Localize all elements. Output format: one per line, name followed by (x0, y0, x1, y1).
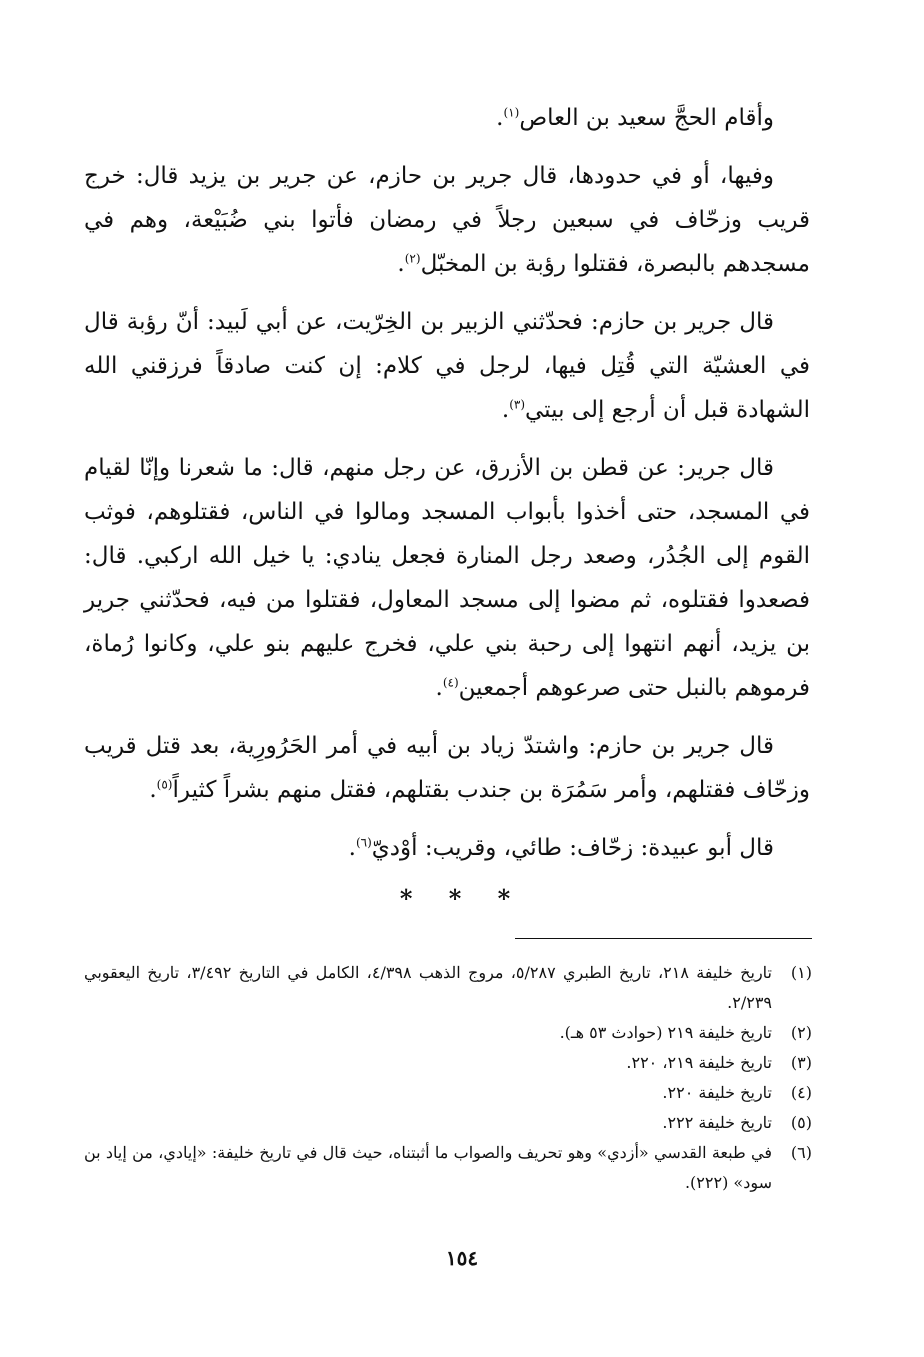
footnote-5 (84, 1108, 812, 1138)
paragraph-text: وفيها، أو في حدودها، قال جرير بن حازم، عن جرير بن يزيد قال: خرج قريب وزحّاف في سبعين رجلاً في رمضان فأتوا بني ضُبَيْعة، وهم في مسجدهم بالبصرة، فقتلوا رؤبة بن المخبّل (84, 163, 810, 277)
paragraph-end: . (149, 777, 157, 803)
paragraph-end: . (501, 397, 510, 423)
paragraph-5 (84, 724, 810, 812)
footnote-text: تاريخ خليفة ٢١٩، ٢٢٠. (626, 1053, 772, 1072)
footnote-number: (٥) (790, 1113, 812, 1132)
paragraph-6 (84, 826, 810, 870)
paragraph-3 (84, 300, 810, 432)
footnote-text: تاريخ خليفة ٢١٩ (حوادث ٥٣ هـ). (559, 1023, 772, 1042)
footnote-2 (84, 1018, 812, 1048)
footnote-number: (٤) (790, 1083, 812, 1102)
footnote-4 (84, 1078, 812, 1108)
paragraph-text: قال أبو عبيدة: زحّاف: طائي، وقريب: أوْديّ (371, 835, 774, 861)
footnote-number: (٦) (790, 1143, 812, 1162)
paragraph-2 (84, 154, 810, 286)
footnote-ref: (٢) (404, 251, 421, 266)
footnote-text: تاريخ خليفة ٢٢٢. (662, 1113, 772, 1132)
footnote-6 (84, 1138, 812, 1198)
footnote-1 (84, 958, 812, 1018)
footnote-text: تاريخ خليفة ٢٢٠. (662, 1083, 772, 1102)
footnote-ref: (١) (503, 105, 520, 120)
paragraph-1 (84, 96, 810, 140)
main-text (84, 96, 810, 884)
footnote-divider (515, 938, 812, 939)
paragraph-end: . (435, 675, 443, 701)
paragraph-text: قال جرير: عن قطن بن الأزرق، عن رجل منهم، قال: ما شعرنا وإنّا لقيام في المسجد، حتى أخذوا بأبواب المسجد ومالوا في الناس، فقتلوهم، فوثب القوم إلى الجُدُر، وصعد رجل المنارة فجعل ينادي: يا خيل الله اركبي. قال: فصعدوا فقتلوه، ثم مضوا إلى مسجد المعاول، فقتلوا من فيه، فحدّثني جرير بن يزيد، أنهم انتهوا إلى رحبة بني علي، فخرج عليهم بنو علي، وكانوا رُماة، فرموهم بالنبل حتى صرعوهم أجمعين (84, 455, 810, 701)
footnote-ref: (٤) (442, 675, 459, 690)
footnote-ref: (٣) (509, 397, 526, 412)
footnote-ref: (٦) (355, 835, 372, 850)
footnote-text: في طبعة القدسي «أزدي» وهو تحريف والصواب ما أثبتناه، حيث قال في تاريخ خليفة: «إيادي، من إياد بن سود» (٢٢٢). (84, 1143, 772, 1192)
paragraph-4 (84, 446, 810, 710)
paragraph-end: . (348, 835, 356, 861)
paragraph-end: . (496, 105, 504, 131)
paragraph-end: . (397, 251, 405, 277)
section-separator: * * * (399, 884, 525, 913)
footnote-text: تاريخ خليفة ٢١٨، تاريخ الطبري ٥/٢٨٧، مروج الذهب ٤/٣٩٨، الكامل في التاريخ ٣/٤٩٢، تاريخ اليعقوبي ٢/٢٣٩. (84, 963, 772, 1012)
footnote-ref: (٥) (156, 777, 173, 792)
footnote-number: (٣) (790, 1053, 812, 1072)
footnotes (84, 958, 812, 1198)
page-number: ١٥٤ (445, 1246, 479, 1270)
footnote-number: (١) (790, 963, 812, 982)
footnote-number: (٢) (790, 1023, 812, 1042)
paragraph-text: قال جرير بن حازم: فحدّثني الزبير بن الخِرّيت، عن أبي لَبيد: أنّ رؤبة قال في العشيّة التي قُتِل فيها، لرجل في كلام: إن كنت صادقاً فرزقني الله الشهادة قبل أن أرجع إلى بيتي (84, 309, 810, 423)
paragraph-text: وأقام الحجَّ سعيد بن العاص (519, 105, 774, 131)
paragraph-text: قال جرير بن حازم: واشتدّ زياد بن أبيه في أمر الحَرُورِية، بعد قتل قريب وزحّاف فقتلهم، وأمر سَمُرَة بن جندب بقتلهم، فقتل منهم بشراً كثيراً (84, 733, 810, 803)
footnote-3 (84, 1048, 812, 1078)
